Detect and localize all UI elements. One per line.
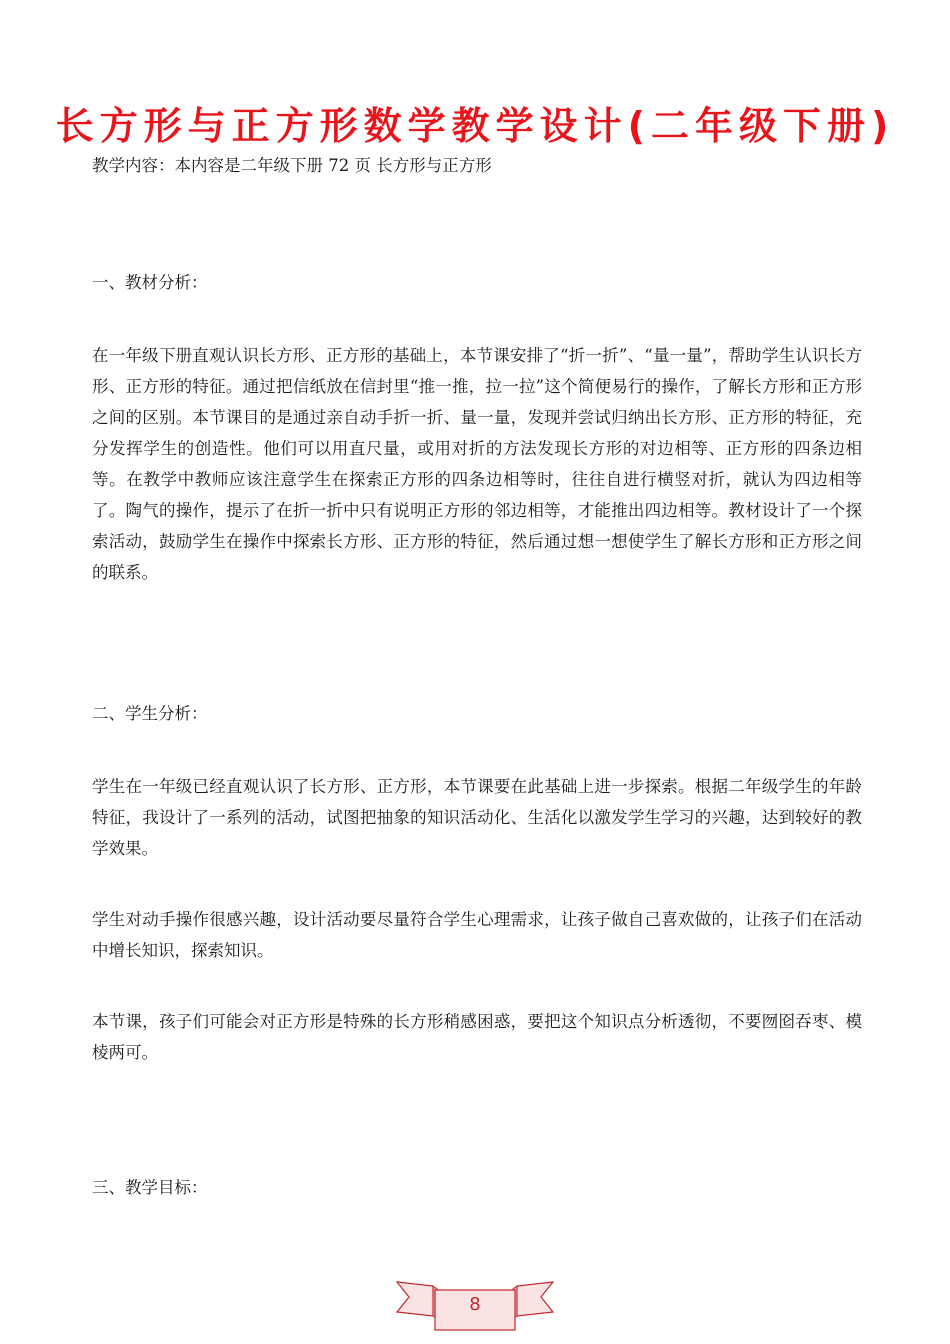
teaching-content-intro: 教学内容：本内容是二年级下册 72 页 长方形与正方形 [92,156,492,175]
section-heading-student-analysis: 二、学生分析： [92,704,208,723]
page-number-badge [395,1272,555,1338]
page-number: 8 [469,1294,481,1315]
section-paragraph: 本节课，孩子们可能会对正方形是特殊的长方形稍感困惑，要把这个知识点分析透彻，不要囫囵吞枣、模棱两可。 [92,1012,862,1062]
section-paragraph: 学生对动手操作很感兴趣，设计活动要尽量符合学生心理需求，让孩子做自己喜欢做的，让孩子们在活动中增长知识，探索知识。 [92,910,862,960]
section-heading-textbook-analysis: 一、教材分析： [92,273,208,292]
document-title: 长方形与正方形数学教学设计(二年级下册) [55,104,895,148]
section-paragraph: 学生在一年级已经直观认识了长方形、正方形，本节课要在此基础上进一步探索。根据二年级学生的年龄特征，我设计了一系列的活动，试图把抽象的知识活动化、生活化以激发学生学习的兴趣，达到较好的教学效果。 [92,777,862,858]
section-paragraph: 在一年级下册直观认识长方形、正方形的基础上，本节课安排了“折一折”、“量一量”，帮助学生认识长方形、正方形的特征。通过把信纸放在信封里“推一推，拉一拉”这个简便易行的操作，了解长方形和正方形之间的区别。本节课目的是通过亲自动手折一折、量一量，发现并尝试归纳出长方形、正方形的特征，充分发挥学生的创造性。他们可以用直尺量，或用对折的方法发现长方形的对边相等、正方形的四条边相等。在教学中教师应该注意学生在探索正方形的四条边相等时，往往自进行横竖对折，就认为四边相等了。陶气的操作，提示了在折一折中只有说明正方形的邻边相等，才能推出四边相等。教材设计了一个探索活动，鼓励学生在操作中探索长方形、正方形的特征，然后通过想一想使学生了解长方形和正方形之间的联系。 [92,346,862,582]
section-heading-teaching-goals: 三、教学目标： [92,1178,208,1197]
document-body [92,150,862,1245]
